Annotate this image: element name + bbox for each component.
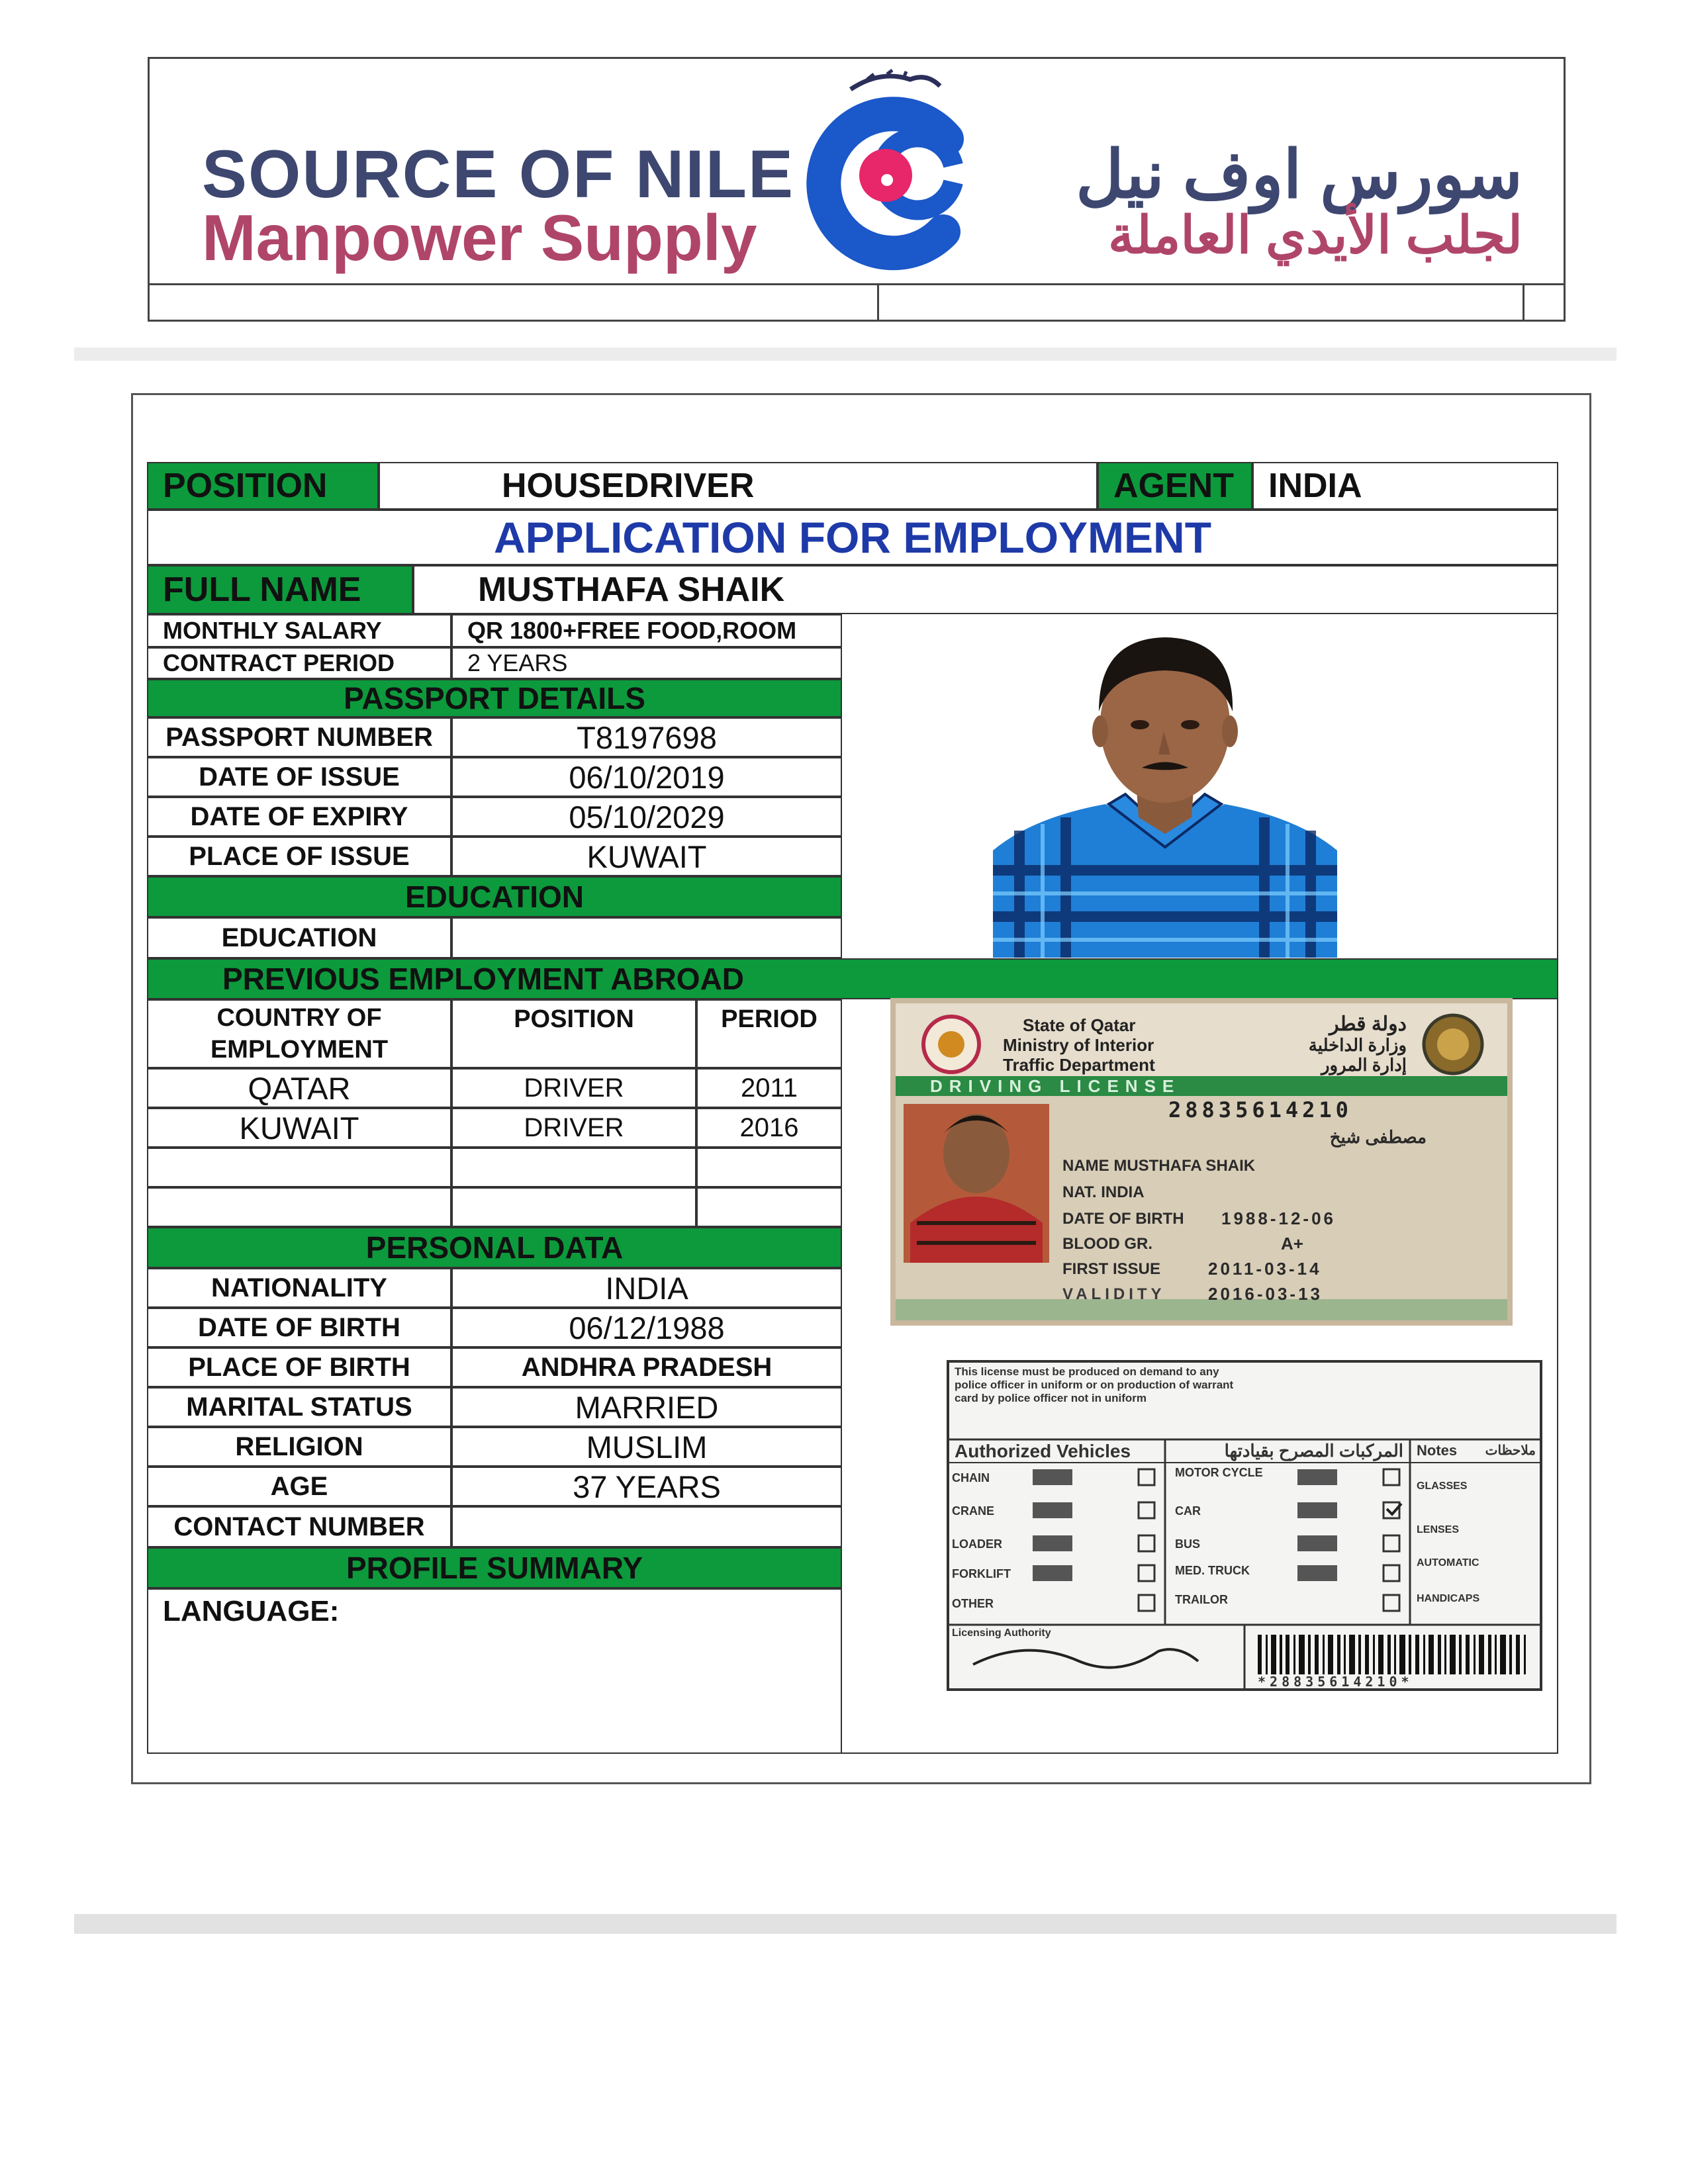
vehicle-med-truck: MED. TRUCK [1175,1564,1250,1577]
employment-period-cell: 2011 [696,1068,842,1108]
vehicle-car: CAR [1175,1504,1201,1518]
license-id-number: 28835614210 [1168,1097,1352,1122]
place-of-birth-label: PLACE OF BIRTH [147,1347,451,1387]
place-of-issue-label: PLACE OF ISSUE [147,837,451,876]
company-logo-icon [788,66,1006,271]
date-of-issue-label: DATE OF ISSUE [147,757,451,797]
full-name-label: FULL NAME [147,565,413,614]
contract-period-label: CONTRACT PERIOD [147,647,451,679]
authorized-vehicles-arabic: المركبات المصرح بقيادتها [1224,1441,1403,1461]
position-label: POSITION [147,462,379,510]
employment-country-cell: KUWAIT [147,1108,451,1148]
marital-status-label: MARITAL STATUS [147,1387,451,1427]
license-back-notice: This license must be produced on demand to any police officer in uniform or on production of warrant card by police officer not in uniform [955,1365,1234,1404]
form-title: APPLICATION FOR EMPLOYMENT [147,510,1558,565]
license-name: NAME MUSTHAFA SHAIK [1062,1157,1256,1175]
agent-label: AGENT [1098,462,1252,510]
date-of-expiry-label: DATE OF EXPIRY [147,797,451,837]
license-state-en: State of Qatar [1023,1015,1136,1035]
notes-label: Notes [1417,1442,1458,1459]
employment-position-cell [451,1148,696,1187]
passport-number-value: T8197698 [451,717,842,757]
note-automatic: AUTOMATIC [1417,1557,1479,1569]
marital-status-value: MARRIED [451,1387,842,1427]
place-of-birth-value: ANDHRA PRADESH [451,1347,842,1387]
vehicle-motor-cycle: MOTOR CYCLE [1175,1466,1263,1479]
vehicle-other: OTHER [952,1597,994,1610]
letterhead-divider [1523,283,1524,322]
license-ministry-en: Ministry of Interior [1003,1035,1154,1055]
notes-arabic: ملاحظات [1485,1443,1536,1458]
license-card-title: DRIVING LICENSE [930,1076,1181,1096]
licensing-authority-label: Licensing Authority [952,1627,1051,1639]
monthly-salary-label: MONTHLY SALARY [147,614,451,647]
agent-value: INDIA [1252,462,1558,510]
driving-license-front [890,998,1513,1326]
date-of-expiry-value: 05/10/2029 [451,797,842,837]
place-of-issue-value: KUWAIT [451,837,842,876]
company-name-arabic: سورس اوف نيل [1076,138,1523,212]
age-value: 37 YEARS [451,1467,842,1506]
section-profile-summary: PROFILE SUMMARY [147,1547,842,1588]
employment-period-cell [696,1187,842,1227]
employment-period-cell: 2016 [696,1108,842,1148]
passport-number-label: PASSPORT NUMBER [147,717,451,757]
license-name-arabic: مصطفى شيخ [1329,1127,1427,1147]
license-department-ar: إدارة المرور [1321,1055,1407,1075]
position-value: HOUSEDRIVER [379,462,1098,510]
license-first-issue-label: FIRST ISSUE [1062,1260,1161,1278]
license-validity-label: VALIDITY [1062,1285,1166,1303]
section-education: EDUCATION [147,876,842,917]
license-department-en: Traffic Department [1003,1055,1155,1075]
page-divider [74,1914,1617,1934]
vehicle-crane: CRANE [952,1504,995,1518]
religion-value: MUSLIM [451,1427,842,1467]
vehicle-trailor: TRAILOR [1175,1593,1228,1606]
company-tagline-english: Manpower Supply [202,201,757,274]
employment-country-cell: QATAR [147,1068,451,1108]
section-previous-employment: PREVIOUS EMPLOYMENT ABROAD [147,958,1558,999]
vehicle-bus: BUS [1175,1537,1201,1551]
column-header-position: POSITION [451,999,696,1068]
letterhead-divider [877,283,879,322]
column-header-country: COUNTRY OF EMPLOYMENT [147,999,451,1068]
vehicle-loader: LOADER [952,1537,1002,1551]
employment-country-cell [147,1187,451,1227]
vehicle-chain: CHAIN [952,1471,990,1484]
religion-label: RELIGION [147,1427,451,1467]
date-of-issue-value: 06/10/2019 [451,757,842,797]
note-handicaps: HANDICAPS [1417,1593,1480,1604]
nationality-value: INDIA [451,1268,842,1308]
education-label: EDUCATION [147,917,451,958]
company-name-english: SOURCE OF NILE [202,136,795,212]
license-nationality: NAT. INDIA [1062,1183,1145,1201]
contact-number-label: CONTACT NUMBER [147,1506,451,1547]
authorized-vehicles-label: Authorized Vehicles [955,1441,1131,1461]
employment-country-cell [147,1148,451,1187]
barcode-number: *28835614210* [1258,1674,1413,1690]
license-blood-label: BLOOD GR. [1062,1235,1152,1253]
license-dob-value: 1988-12-06 [1221,1208,1336,1228]
section-personal-data: PERSONAL DATA [147,1227,842,1268]
employment-position-cell [451,1187,696,1227]
nationality-label: NATIONALITY [147,1268,451,1308]
license-blood-value: A+ [1281,1234,1303,1253]
employment-position-cell: DRIVER [451,1108,696,1148]
page-divider [74,347,1617,361]
license-ministry-ar: وزارة الداخلية [1308,1035,1407,1055]
employment-period-cell [696,1148,842,1187]
note-glasses: GLASSES [1417,1480,1468,1492]
company-tagline-arabic: لجلب الأيدي العاملة [1108,206,1523,264]
letterhead-divider [148,283,1566,285]
license-first-issue-value: 2011-03-14 [1208,1259,1322,1279]
date-of-birth-label: DATE OF BIRTH [147,1308,451,1347]
applicant-photo [993,619,1337,958]
education-value [451,917,842,958]
language-label: LANGUAGE: [163,1595,340,1627]
monthly-salary-value: QR 1800+FREE FOOD,ROOM [451,614,842,647]
date-of-birth-value: 06/12/1988 [451,1308,842,1347]
note-lenses: LENSES [1417,1524,1460,1535]
full-name-value: MUSTHAFA SHAIK [413,565,1558,614]
contact-number-value [451,1506,842,1547]
employment-position-cell: DRIVER [451,1068,696,1108]
age-label: AGE [147,1467,451,1506]
column-header-period: PERIOD [696,999,842,1068]
vehicle-forklift: FORKLIFT [952,1567,1011,1580]
driving-license-back [947,1360,1542,1691]
license-validity-value: 2016-03-13 [1208,1284,1323,1304]
license-dob-label: DATE OF BIRTH [1062,1210,1184,1228]
license-state-ar: دولة قطر [1329,1013,1407,1035]
contract-period-value: 2 YEARS [451,647,842,679]
section-passport-details: PASSPORT DETAILS [147,679,842,717]
